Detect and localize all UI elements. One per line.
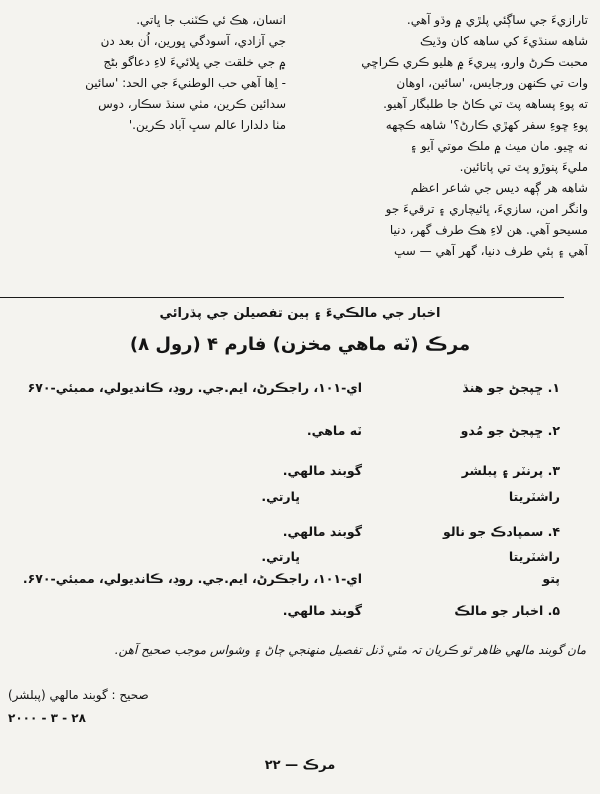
entry-value: گوبند مالهي.	[282, 524, 362, 539]
entry-label: راشٽريتا	[508, 549, 560, 564]
entry-value: ڀارتي.	[261, 489, 300, 504]
entry-label: راشٽريتا	[508, 489, 560, 504]
paragraph-line: جي آزادي، آسودگي ڀورين، اُن بعد دن	[100, 34, 286, 48]
paragraph-line: آهي ۽ ٻئي طرف دنيا، گهر آهي — سڀ	[394, 244, 588, 258]
entry-label: ۴. سمپادڪ جو نالو	[443, 524, 560, 539]
entry-label: ۳. پرنٽر ۽ پبلشر	[461, 463, 560, 478]
paragraph-line: محبت ڪرڻ وارو، پيريءَ ۾ هليو ڪري ڪراڇي	[361, 55, 588, 69]
entry-label: ۵. اخبار جو مالڪ	[454, 603, 560, 618]
right-text-column	[292, 10, 588, 262]
entry-value: اي-۱۰۱، راجڪرڻ، ايم.جي. روڊ، ڪانديولي، ممبئي-۶۷۰.	[22, 571, 362, 586]
entry-value: ڀارتي.	[261, 549, 300, 564]
paragraph-line: شاهه سنڌيءَ کي ساهه کان وڌيڪ	[419, 34, 588, 48]
declaration-note: مان گوبند مالهي ظاهر ٿو ڪريان تہ مٿي ڏنل تفصيل منهنجي ڄاڻ ۽ وشواس موجب صحيح آهن.	[114, 643, 586, 657]
paragraph-line: وات تي ڪنهن ورجايس، 'سائين، اوهان	[396, 76, 588, 90]
paragraph-line: - اِها آهي حب الوطنيءَ جي الحد: 'سائين	[85, 76, 286, 90]
entry-label: پتو	[542, 571, 560, 586]
paragraph-line: شاهه هر ڳهه ديس جي شاعر اعظم	[410, 181, 588, 195]
paragraph-line: سدائين ڪرين، مٺي سنڌ سڪار، دوس	[98, 97, 286, 111]
paragraph-line: نه ڇيو. مان ميٺ ۾ ملڪ موتي آيو ۽	[409, 139, 588, 153]
entry-value: گوبند مالهي.	[282, 603, 362, 618]
paragraph-line: مليءَ پنوڙو پٽ تي پاتائين.	[459, 160, 588, 174]
entry-value: ٽه ماهي.	[306, 423, 362, 438]
declaration-date: ۲۰۰۰ - ۳ - ۲۸	[8, 711, 86, 725]
paragraph-line: پوءِ ڇوءِ سفر کهڙي ڪارڻ؟' شاهه ڪچهه	[385, 118, 588, 132]
entry-value: گوبند مالهي.	[282, 463, 362, 478]
entry-label: ۲. ڇپجڻ جو مُدو	[460, 423, 560, 438]
entry-label: ۱. ڇپجڻ جو هنڌ	[462, 380, 560, 395]
paragraph-line: مٺا دلدارا عالم سڀ آباد ڪرين.'	[128, 118, 286, 132]
paragraph-line: انسان، هڪ ئي ڪٽنب جا ڀاتي.	[136, 13, 286, 27]
publisher-signature: صحيح : گوبند مالهي (پبلشر)	[8, 688, 149, 702]
paragraph-line: وانگر امن، سازيءَ، ڀائيچاري ۽ ترقيءَ جو	[385, 202, 588, 216]
page-footer: مرڪ — ۲۲	[264, 758, 336, 773]
paragraph-line: تارازيءَ جي ساڳئي پلڙي ۾ وڌو آهي.	[406, 13, 588, 27]
entry-value: اي-۱۰۱، راجڪرڻ، ايم.جي. روڊ، ڪانديولي، ممبئي-۶۷۰	[27, 380, 362, 395]
left-text-column	[0, 10, 286, 136]
paragraph-line: ته پوءِ پساهه پٽ تي ڪاڻ جا طلبگار آهيو.	[383, 97, 588, 111]
ownership-heading: اخبار جي مالڪيءَ ۽ ٻين تفصيلن جي پڌرائي	[159, 306, 441, 321]
paragraph-line: مسيحو آهي. هن لاءِ هڪ طرف گهر، دنيا	[389, 223, 588, 237]
form-title: مرڪ (ٽه ماهي مخزن) فارم ۴ (رول ۸)	[129, 334, 471, 355]
paragraph-line: ۾ جي خلقت جي ڀلائيءَ لاءِ دعاگو بڻج	[103, 55, 286, 69]
section-divider	[0, 297, 564, 298]
